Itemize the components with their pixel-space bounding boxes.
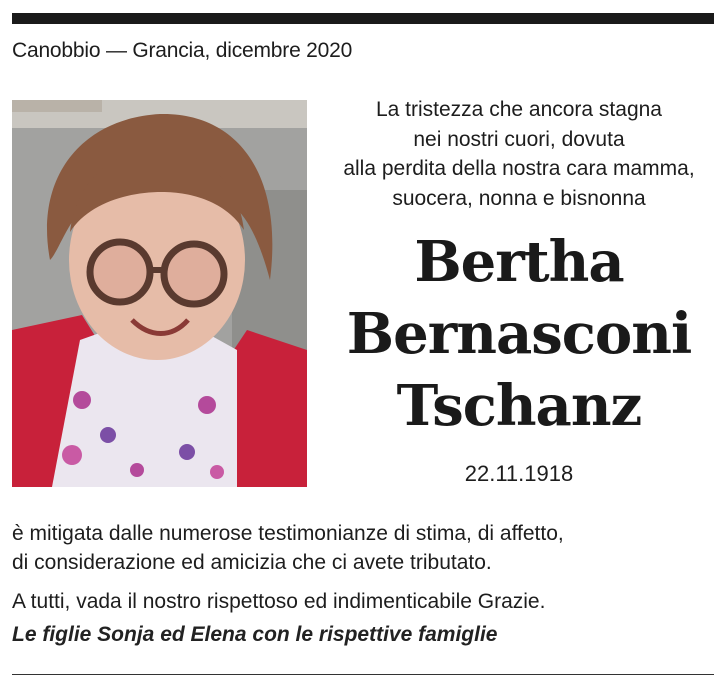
intro-line: alla perdita della nostra cara mamma, xyxy=(343,157,695,180)
birth-date: 22.11.1918 xyxy=(464,461,574,486)
body-text xyxy=(12,520,712,577)
intro-line: nei nostri cuori, dovuta xyxy=(413,127,625,151)
intro-line: La tristezza che ancora stagna xyxy=(375,98,662,121)
intro-text xyxy=(320,95,718,213)
body-line: è mitigata dalle numerose testimonianze di stima, di affetto, xyxy=(12,522,564,545)
signature: Le figlie Sonja ed Elena con le rispettive famiglie xyxy=(12,623,498,646)
thanks-line: A tutti, vada il nostro rispettoso ed indimenticabile Grazie. xyxy=(12,590,546,613)
intro-line: suocera, nonna e bisnonna xyxy=(392,186,646,210)
dateline: Canobbio — Grancia, dicembre 2020 xyxy=(12,39,353,62)
deceased-name xyxy=(320,226,718,442)
body-line: di considerazione ed amicizia che ci avete tributato. xyxy=(12,550,492,574)
portrait-illustration xyxy=(12,100,307,487)
first-name: Bertha xyxy=(414,229,624,295)
portrait-photo xyxy=(12,100,307,487)
maiden-name: Tschanz xyxy=(396,373,642,439)
bottom-rule xyxy=(12,674,714,675)
top-rule xyxy=(12,13,714,24)
surname: Bernasconi xyxy=(346,301,692,367)
